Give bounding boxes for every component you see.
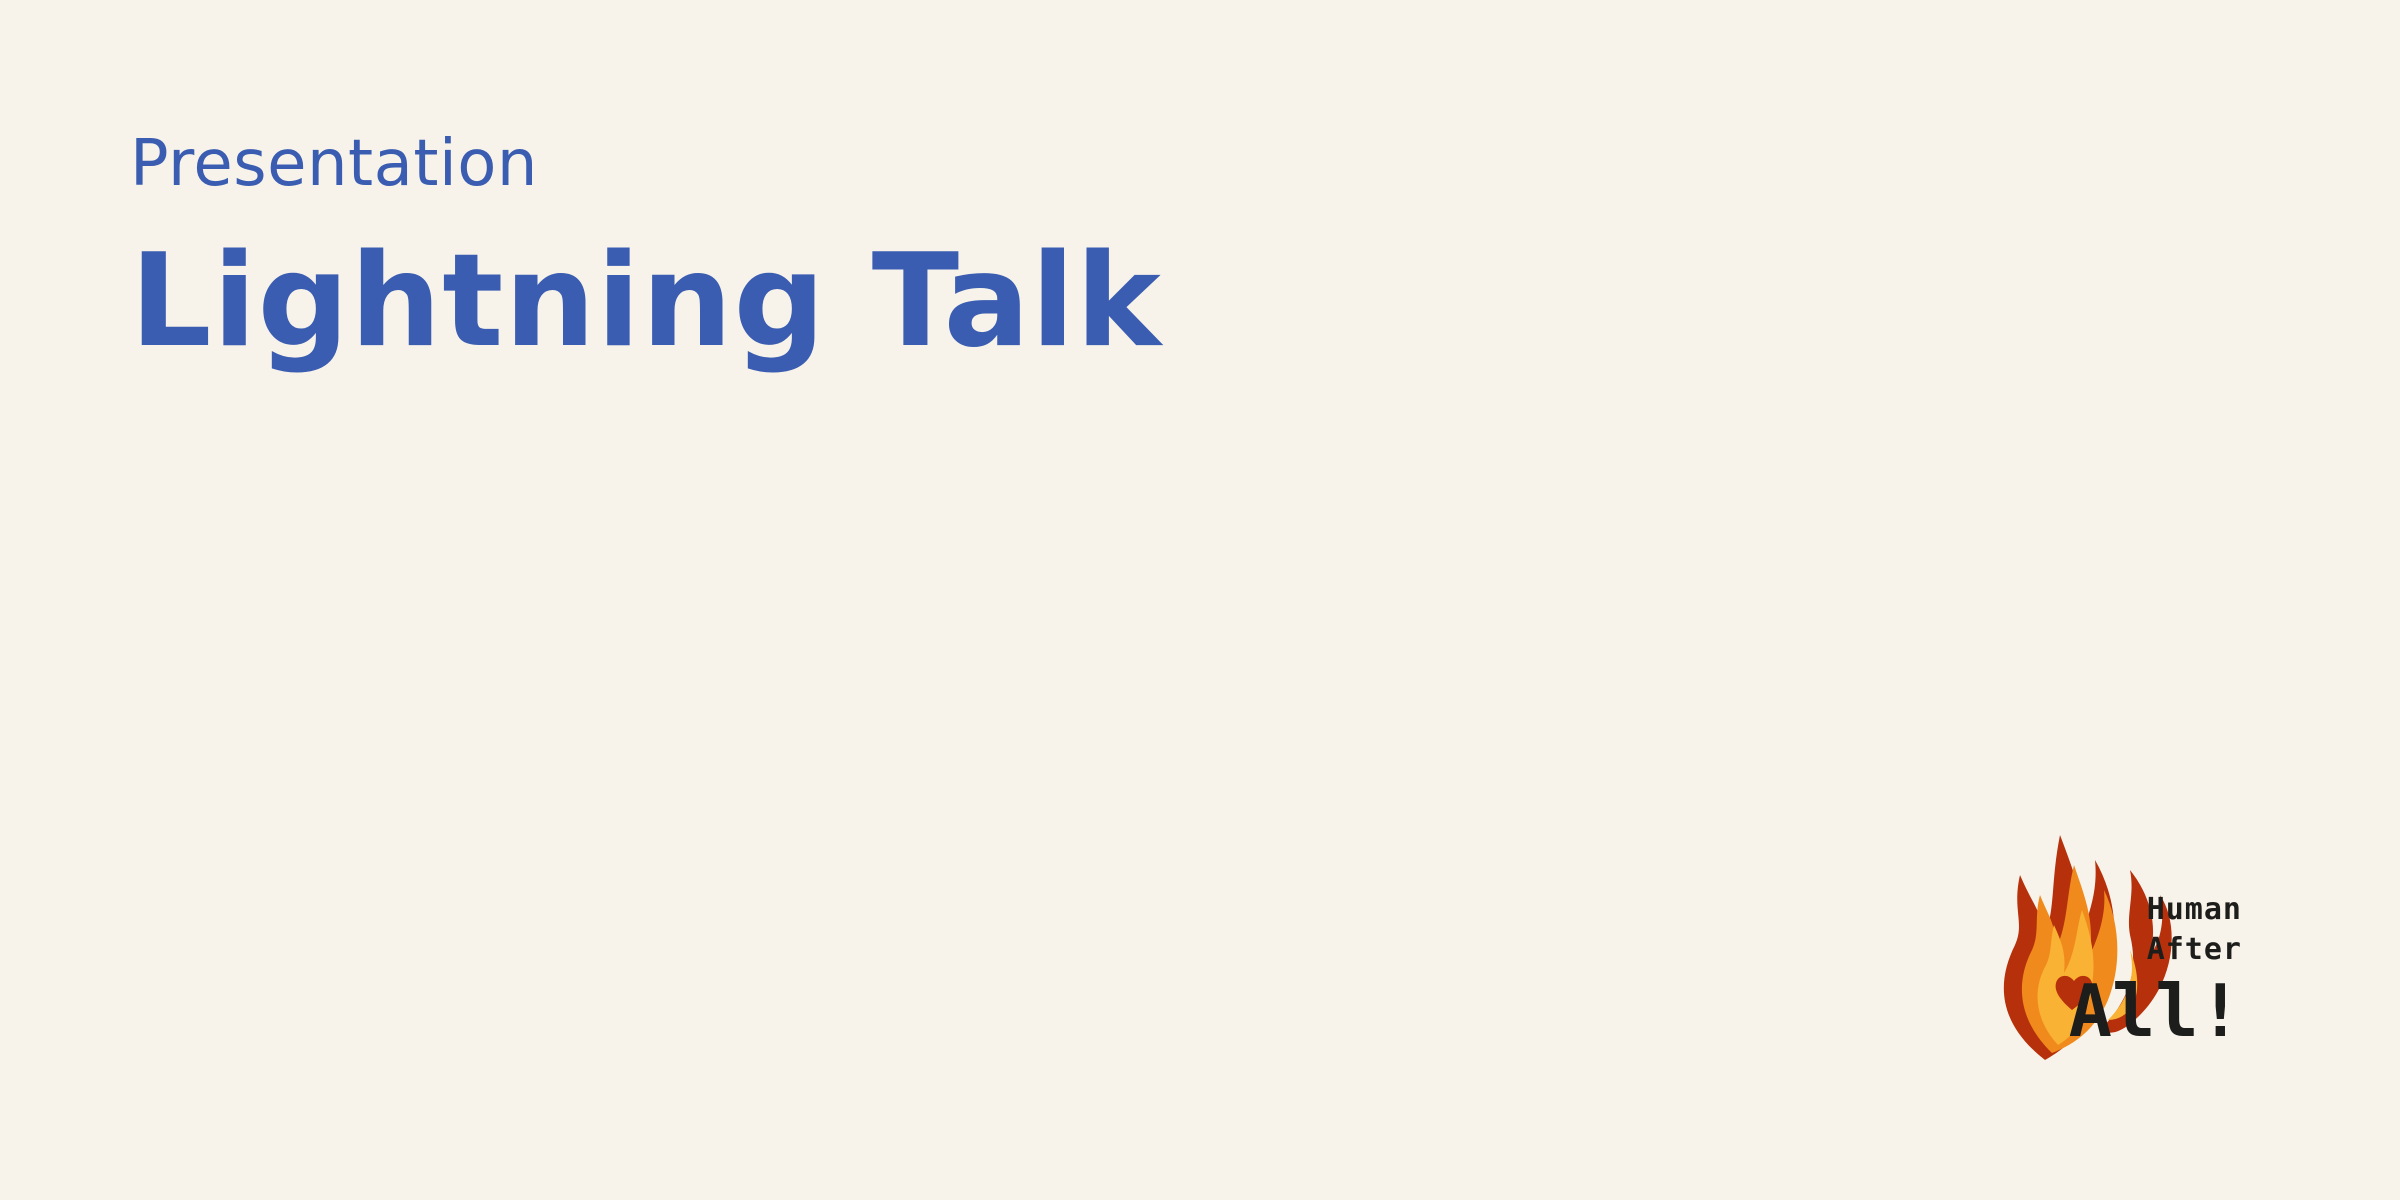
logo-text-line-2: After [2146,932,2242,967]
logo-text-line-1: Human [2146,892,2242,927]
human-after-all-logo [1990,815,2250,1065]
logo-text-line-3: All! [2068,969,2242,1053]
slide-title: Lightning Talk [130,227,1162,376]
slide-subtitle: Presentation [130,127,538,201]
